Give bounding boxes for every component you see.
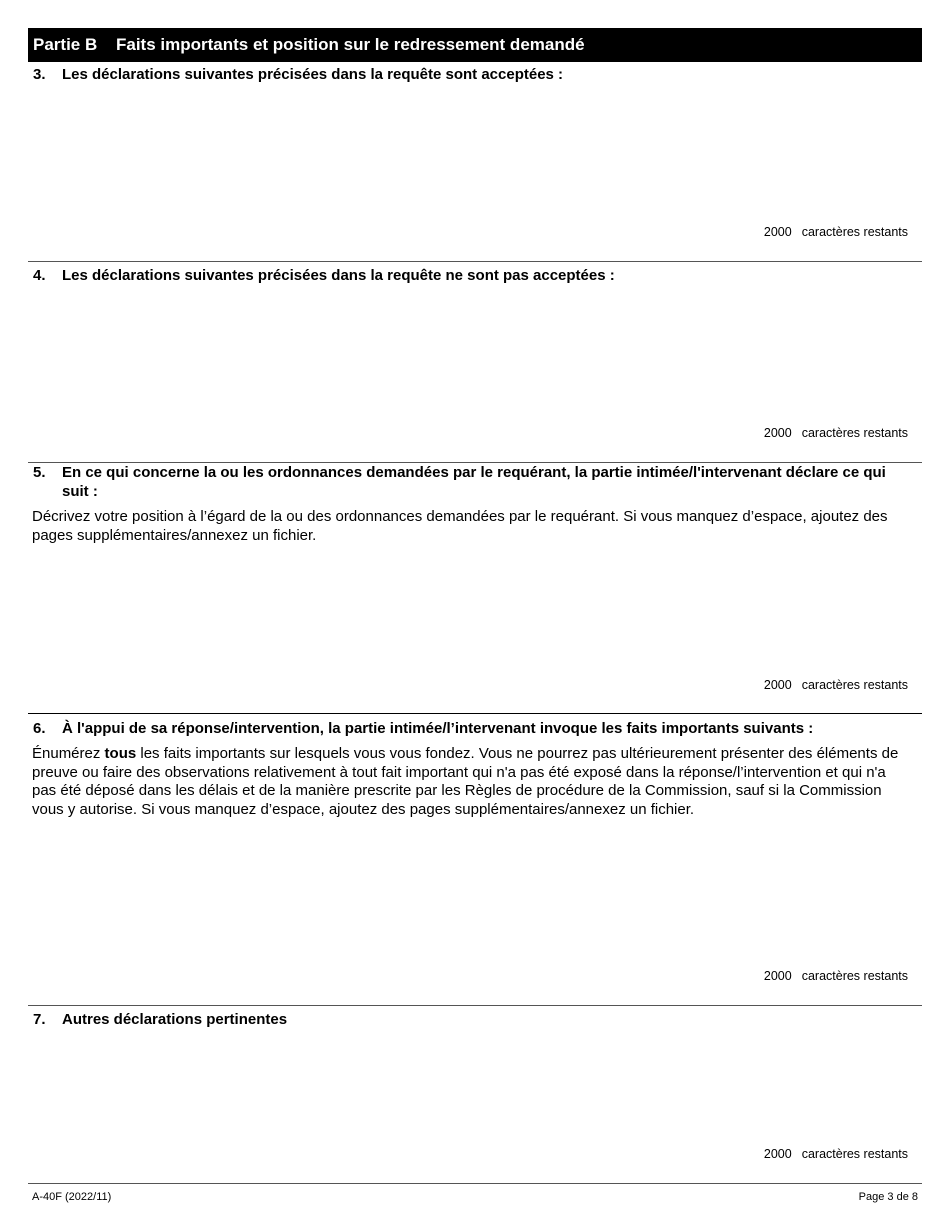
question-6-title: 6. À l'appui de sa réponse/intervention, la partie intimée/l’intervenant invoque les faits importants suivants : xyxy=(33,720,814,737)
question-3-textarea[interactable] xyxy=(32,91,912,221)
part-b-header xyxy=(28,28,922,62)
question-5-instructions: Décrivez votre position à l’égard de la ou des ordonnances demandées par le requérant. Si vous manquez d’espace, ajoutez des pages supplémentaires/annexez un fichier. xyxy=(32,508,888,544)
question-5-title: 5. En ce qui concerne la ou les ordonnances demandées par le requérant, la partie intimée/l'intervenant déclare ce qui suit : xyxy=(33,464,886,500)
question-5-char-counter: 2000 caractères restants xyxy=(763,678,908,692)
form-code: A-40F (2022/11) xyxy=(32,1191,112,1203)
question-5-textarea[interactable] xyxy=(32,547,912,675)
part-title: Faits importants et position sur le redressement demandé xyxy=(116,35,585,54)
question-4-section xyxy=(28,266,922,451)
question-5-number: 5. xyxy=(33,464,46,481)
part-label: Partie B xyxy=(33,35,98,54)
question-6-instructions: Énumérez tous les faits importants sur lesquels vous vous fondez. Vous ne pourrez pas ultérieurement présenter des éléments de preuve ou faire des observations relativement à tout fait important qui n'a pas été exposé dans la réponse/l’intervention et qui n'a pas été déposé dans les délais et de la manière prescrite par les Règles de procédure de la Commission, sauf si la Commission vous y autorise. Si vous manquez d’espace, ajoutez des pages supplémentaires/annexez un fichier. xyxy=(32,745,899,818)
question-3-number: 3. xyxy=(33,66,46,83)
question-6-textarea[interactable] xyxy=(32,827,912,967)
page-footer xyxy=(28,1183,922,1203)
question-6-number: 6. xyxy=(33,720,46,737)
question-5-section xyxy=(28,463,922,703)
question-3-title: 3. Les déclarations suivantes précisées dans la requête sont acceptées : xyxy=(33,66,564,83)
question-7-char-counter: 2000 caractères restants xyxy=(763,1147,908,1161)
page-number: Page 3 de 8 xyxy=(858,1191,918,1203)
question-7-title: 7. Autres déclarations pertinentes xyxy=(33,1011,288,1028)
question-4-title: 4. Les déclarations suivantes précisées dans la requête ne sont pas acceptées : xyxy=(33,267,615,284)
question-3-section xyxy=(28,65,922,250)
question-6-char-counter: 2000 caractères restants xyxy=(763,969,908,983)
question-6-section xyxy=(28,719,922,999)
question-4-textarea[interactable] xyxy=(32,292,912,422)
divider xyxy=(28,1005,922,1006)
question-7-number: 7. xyxy=(33,1011,46,1028)
divider xyxy=(28,713,922,714)
question-7-textarea[interactable] xyxy=(32,1036,912,1146)
question-7-section xyxy=(28,1010,922,1170)
question-4-char-counter: 2000 caractères restants xyxy=(763,426,908,440)
divider xyxy=(28,261,922,262)
question-4-number: 4. xyxy=(33,267,46,284)
question-3-char-counter: 2000 caractères restants xyxy=(763,225,908,239)
